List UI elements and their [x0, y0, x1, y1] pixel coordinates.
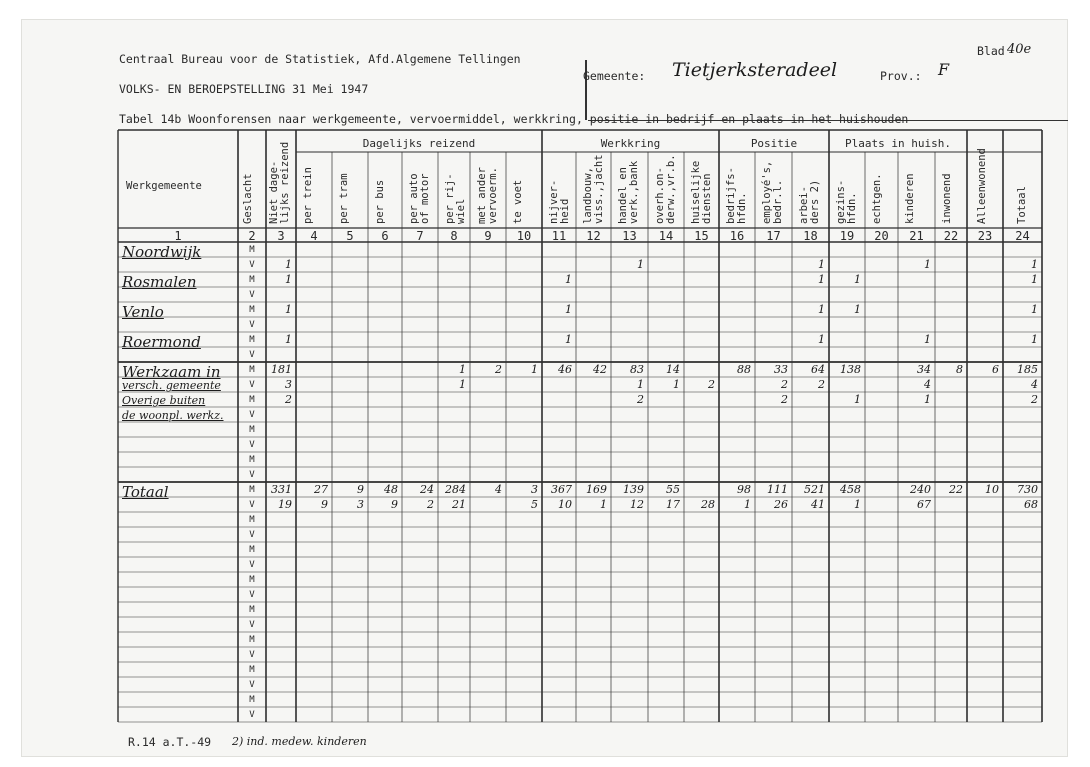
- subcolumn-header: per tram: [338, 173, 350, 224]
- census-form-sheet: [22, 20, 1067, 756]
- value-cell: 27: [314, 483, 328, 496]
- row-werkzaam-in: Werkzaam in: [122, 363, 221, 381]
- value-cell: 1: [459, 378, 466, 391]
- value-cell: 2: [708, 378, 715, 391]
- value-cell: 138: [840, 363, 861, 376]
- subcolumn-header: nijver- heid: [548, 179, 571, 224]
- row-rosmalen: Rosmalen: [122, 273, 197, 291]
- value-cell: 28: [701, 498, 715, 511]
- value-cell: 68: [1024, 498, 1038, 511]
- subcolumn-header: gezins- hfdn.: [835, 179, 858, 224]
- value-cell: 46: [558, 363, 572, 376]
- geslacht-m: M: [249, 275, 255, 285]
- subcolumn-header: te voet: [512, 179, 524, 224]
- column-number: 9: [484, 229, 492, 243]
- column-number: 24: [1015, 229, 1030, 243]
- subcolumn-header: employé's, bedr.l.: [761, 160, 784, 224]
- column-number: 21: [909, 229, 924, 243]
- geslacht-m: M: [249, 695, 255, 705]
- value-cell: 33: [774, 363, 788, 376]
- value-cell: 2: [637, 393, 644, 406]
- value-cell: 1: [285, 333, 292, 346]
- subcolumn-header: arbei- ders 2): [798, 179, 821, 224]
- value-cell: 1: [818, 333, 825, 346]
- value-cell: 1: [600, 498, 607, 511]
- value-cell: 1: [818, 258, 825, 271]
- value-cell: 9: [357, 483, 364, 496]
- value-cell: 1: [744, 498, 751, 511]
- value-cell: 1: [565, 303, 572, 316]
- value-cell: 42: [593, 363, 607, 376]
- value-cell: 8: [956, 363, 963, 376]
- geslacht-m: M: [249, 245, 255, 255]
- value-cell: 1: [565, 333, 572, 346]
- subcolumn-header: per auto of motor: [408, 173, 431, 224]
- value-cell: 98: [737, 483, 751, 496]
- value-cell: 1: [285, 258, 292, 271]
- value-cell: 2: [427, 498, 434, 511]
- value-cell: 1: [285, 273, 292, 286]
- geslacht-v: V: [249, 620, 255, 630]
- value-cell: 111: [767, 483, 788, 496]
- value-cell: 181: [271, 363, 292, 376]
- value-cell: 1: [565, 273, 572, 286]
- geslacht-m: M: [249, 455, 255, 465]
- geslacht-v: V: [249, 530, 255, 540]
- column-number: 18: [803, 229, 818, 243]
- geslacht-v: V: [249, 410, 255, 420]
- column-number: 12: [586, 229, 601, 243]
- value-cell: 1: [637, 258, 644, 271]
- geslacht-v: V: [249, 710, 255, 720]
- value-cell: 2: [781, 378, 788, 391]
- footnote: 2) ind. medew. kinderen: [232, 735, 367, 748]
- value-cell: 4: [924, 378, 931, 391]
- value-cell: 26: [774, 498, 788, 511]
- value-cell: 22: [949, 483, 963, 496]
- blad-label: Blad: [977, 44, 1005, 58]
- prov-value: F: [938, 60, 950, 79]
- column-number: 15: [694, 229, 709, 243]
- geslacht-m: M: [249, 515, 255, 525]
- value-cell: 24: [420, 483, 434, 496]
- value-cell: 67: [917, 498, 931, 511]
- geslacht-m: M: [249, 425, 255, 435]
- table-title: Tabel 14b Woonforensen naar werkgemeente, vervoermiddel, werkkring, positie in bedrijf en plaats in het huishouden: [119, 112, 909, 126]
- geslacht-m: M: [249, 365, 255, 375]
- column-number: 3: [277, 229, 285, 243]
- column-number: 7: [416, 229, 424, 243]
- value-cell: 2: [1031, 393, 1038, 406]
- plaats-header: Plaats in huish.: [845, 137, 951, 150]
- row-roermond: Roermond: [122, 333, 201, 351]
- row-overige-buiten: Overige buiten: [122, 394, 206, 407]
- geslacht-v: V: [249, 470, 255, 480]
- geslacht-v: V: [249, 500, 255, 510]
- subcolumn-header: huiselijke diensten: [690, 160, 713, 224]
- row-versch-gemeente: versch. gemeente: [122, 379, 221, 392]
- totaal-header: Totaal: [1016, 186, 1028, 224]
- value-cell: 14: [666, 363, 680, 376]
- value-cell: 2: [495, 363, 502, 376]
- blad-value: 40e: [1007, 42, 1032, 57]
- geslacht-v: V: [249, 350, 255, 360]
- geslacht-m: M: [249, 605, 255, 615]
- value-cell: 2: [818, 378, 825, 391]
- column-number: 14: [658, 229, 674, 243]
- value-cell: 521: [804, 483, 825, 496]
- value-cell: 1: [1031, 258, 1038, 271]
- geslacht-m: M: [249, 575, 255, 585]
- geslacht-m: M: [249, 545, 255, 555]
- geslacht-v: V: [249, 590, 255, 600]
- geslacht-v: V: [249, 320, 255, 330]
- value-cell: 730: [1017, 483, 1038, 496]
- value-cell: 3: [285, 378, 292, 391]
- subcolumn-header: met ander vervoerm.: [476, 167, 499, 224]
- value-cell: 1: [854, 498, 861, 511]
- subcolumn-header: handel en verk.,bank: [617, 160, 640, 224]
- value-cell: 41: [811, 498, 825, 511]
- column-number: 2: [248, 229, 256, 243]
- werkgemeente-header: Werkgemeente: [126, 180, 202, 192]
- subcolumn-header: inwonend: [941, 173, 953, 224]
- subcolumn-header: echtgen.: [871, 173, 883, 224]
- bureau-line: Centraal Bureau voor de Statistiek, Afd.Algemene Tellingen: [119, 52, 521, 66]
- value-cell: 10: [558, 498, 572, 511]
- column-number: 19: [839, 229, 855, 243]
- geslacht-m: M: [249, 335, 255, 345]
- geslacht-m: M: [249, 635, 255, 645]
- value-cell: 9: [391, 498, 398, 511]
- gemeente-label: Gemeente:: [583, 69, 646, 83]
- value-cell: 284: [445, 483, 466, 496]
- geslacht-m: M: [249, 305, 255, 315]
- column-number: 4: [310, 229, 318, 243]
- value-cell: 2: [285, 393, 292, 406]
- dagelijks-reizend-header: Dagelijks reizend: [362, 137, 476, 150]
- geslacht-v: V: [249, 560, 255, 570]
- positie-header: Positie: [750, 137, 798, 150]
- geslacht-v: V: [249, 680, 255, 690]
- value-cell: 88: [737, 363, 751, 376]
- geslacht-v: V: [249, 650, 255, 660]
- subcolumn-header: overh.on- derw.,vr.b.: [654, 154, 677, 224]
- value-cell: 12: [630, 498, 644, 511]
- subcolumn-header: per rij- wiel: [444, 173, 467, 224]
- column-number: 16: [729, 229, 745, 243]
- gemeente-value: Tietjerksteradeel: [672, 59, 838, 81]
- value-cell: 55: [666, 483, 680, 496]
- value-cell: 1: [854, 273, 861, 286]
- value-cell: 367: [551, 483, 572, 496]
- row-de-woonpl-werkz: de woonpl. werkz.: [122, 409, 224, 422]
- value-cell: 5: [531, 498, 538, 511]
- value-cell: 4: [1031, 378, 1038, 391]
- value-cell: 83: [630, 363, 644, 376]
- geslacht-m: M: [249, 665, 255, 675]
- column-number: 1: [174, 229, 182, 243]
- value-cell: 21: [452, 498, 466, 511]
- column-number: 5: [346, 229, 354, 243]
- value-cell: 1: [1031, 273, 1038, 286]
- column-number: 23: [977, 229, 993, 243]
- value-cell: 1: [285, 303, 292, 316]
- row-venlo: Venlo: [122, 303, 164, 321]
- subcolumn-header: kinderen: [904, 173, 916, 224]
- row-totaal: Totaal: [122, 483, 169, 501]
- value-cell: 185: [1017, 363, 1038, 376]
- alleenwonend-header: Alleenwonend: [976, 148, 988, 224]
- column-number: 11: [551, 229, 567, 243]
- subcolumn-header: per trein: [302, 167, 314, 224]
- value-cell: 1: [1031, 333, 1038, 346]
- value-cell: 1: [637, 378, 644, 391]
- value-cell: 1: [924, 333, 931, 346]
- subcolumn-header: bedrijfs- hfdn.: [725, 167, 748, 224]
- geslacht-v: V: [249, 290, 255, 300]
- werkkring-header: Werkkring: [600, 137, 661, 150]
- value-cell: 2: [781, 393, 788, 406]
- value-cell: 1: [854, 393, 861, 406]
- value-cell: 458: [840, 483, 861, 496]
- value-cell: 1: [818, 303, 825, 316]
- column-number: 20: [874, 229, 889, 243]
- value-cell: 331: [271, 483, 292, 496]
- census-line: VOLKS- EN BEROEPSTELLING 31 Mei 1947: [119, 82, 369, 96]
- column-number: 17: [766, 229, 781, 243]
- niet-dagelijks-header: Niet dage- lijks reizend: [268, 141, 291, 224]
- value-cell: 240: [910, 483, 931, 496]
- value-cell: 3: [357, 498, 364, 511]
- value-cell: 1: [818, 273, 825, 286]
- value-cell: 1: [459, 363, 466, 376]
- geslacht-v: V: [249, 440, 255, 450]
- column-number: 13: [622, 229, 637, 243]
- value-cell: 1: [924, 393, 931, 406]
- geslacht-m: M: [249, 395, 255, 405]
- column-number: 10: [516, 229, 532, 243]
- geslacht-v: V: [249, 380, 255, 390]
- row-noordwijk: Noordwijk: [122, 243, 202, 261]
- value-cell: 19: [278, 498, 292, 511]
- value-cell: 4: [495, 483, 502, 496]
- value-cell: 1: [1031, 303, 1038, 316]
- geslacht-v: V: [249, 260, 255, 270]
- value-cell: 1: [924, 258, 931, 271]
- value-cell: 3: [531, 483, 538, 496]
- value-cell: 139: [623, 483, 644, 496]
- value-cell: 17: [666, 498, 680, 511]
- subcolumn-header: landbouw, viss.,jacht: [582, 154, 605, 224]
- subcolumn-header: per bus: [374, 179, 386, 224]
- value-cell: 48: [384, 483, 398, 496]
- column-number: 6: [381, 229, 389, 243]
- geslacht-m: M: [249, 485, 255, 495]
- prov-label: Prov.:: [880, 69, 922, 83]
- value-cell: 10: [985, 483, 999, 496]
- value-cell: 34: [917, 363, 931, 376]
- value-cell: 9: [321, 498, 328, 511]
- column-number: 8: [450, 229, 458, 243]
- value-cell: 64: [811, 363, 825, 376]
- geslacht-header: Geslacht: [242, 173, 254, 224]
- value-cell: 1: [531, 363, 538, 376]
- form-code: R.14 a.T.-49: [128, 735, 212, 749]
- value-cell: 169: [586, 483, 607, 496]
- column-number: 22: [943, 229, 959, 243]
- value-cell: 1: [854, 303, 861, 316]
- value-cell: 1: [673, 378, 680, 391]
- value-cell: 6: [992, 363, 999, 376]
